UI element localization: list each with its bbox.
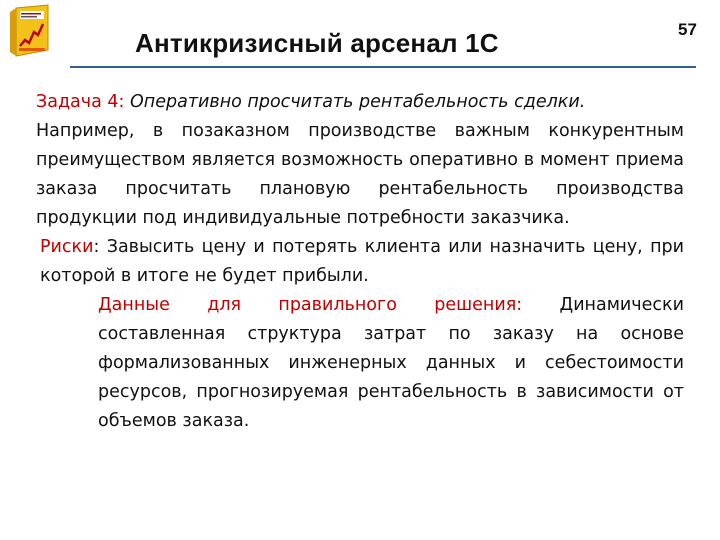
task-paragraph xyxy=(18,88,684,117)
data-text: Динамически составленная структура затрат по заказу на основе формализованных инженерных данных и себестоимости ресурсов, прогнозируемая рентабельность в зависимости от объемов заказа. xyxy=(98,295,684,431)
slide-body xyxy=(18,88,684,436)
data-label: Данные для правильного решения: xyxy=(98,295,523,315)
software-box-logo-icon xyxy=(8,4,52,58)
risks-label: Риски xyxy=(40,237,94,257)
task-text: Оперативно просчитать рентабельность сделки. xyxy=(130,92,586,112)
slide-header xyxy=(0,0,720,70)
data-paragraph xyxy=(18,291,684,436)
risks-text: : Завысить цену и потерять клиента или назначить цену, при которой в итоге не будет прибыли. xyxy=(40,237,684,286)
task-label: Задача 4: xyxy=(36,92,125,112)
slide-title: Антикризисный арсенал 1С xyxy=(135,28,499,58)
page-number: 57 xyxy=(678,20,697,39)
risks-paragraph xyxy=(18,233,684,291)
header-divider xyxy=(70,66,696,68)
example-paragraph: Например, в позаказном производстве важным конкурентным преимуществом является возможность оперативно в момент приема заказа просчитать плановую рентабельность производства продукции под индивидуальные потребности заказчика. xyxy=(36,121,684,228)
